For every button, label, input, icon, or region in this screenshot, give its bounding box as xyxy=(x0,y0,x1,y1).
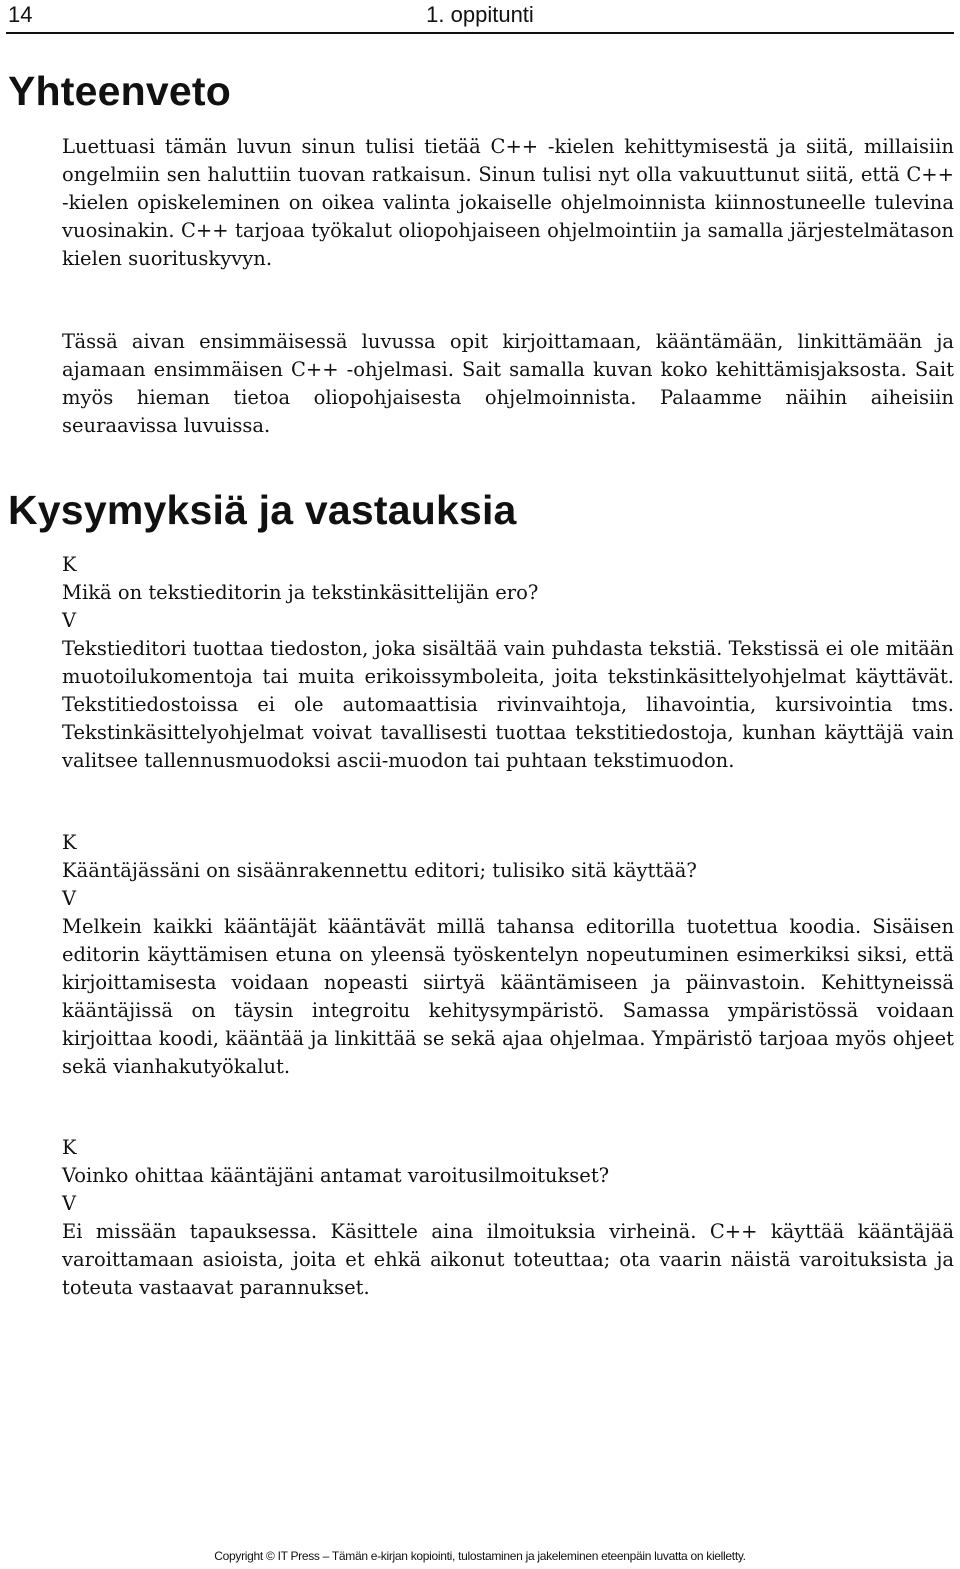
question-text: Kääntäjässäni on sisäänrakennettu editori; tulisiko sitä käyttää? xyxy=(62,859,697,882)
answer-marker: V xyxy=(62,1192,77,1215)
question-marker: K xyxy=(62,1136,77,1159)
answer-marker: V xyxy=(62,887,77,910)
answer-text: Ei missään tapauksessa. Käsittele aina ilmoituksia virheinä. C++ käyttää kääntäjää varoittamaan asioista, joita et ehkä aikonut toteuttaa; ota vaarin näistä varoituksista ja toteuta vastaavat parannukset. xyxy=(62,1220,954,1299)
page-number: 14 xyxy=(8,2,33,27)
question-marker: K xyxy=(62,553,77,576)
copyright-footer: Copyright © IT Press – Tämän e-kirjan kopiointi, tulostaminen ja jakeleminen eteenpäin luvatta on kielletty. xyxy=(214,1549,746,1563)
answer-marker: V xyxy=(62,609,77,632)
summary-heading: Yhteenveto xyxy=(8,68,231,114)
qa-heading: Kysymyksiä ja vastauksia xyxy=(8,487,517,533)
page-header xyxy=(6,0,954,34)
question-text: Mikä on tekstieditorin ja tekstinkäsittelijän ero? xyxy=(62,581,539,604)
answer-text: Melkein kaikki kääntäjät kääntävät millä tahansa editorilla tuotettua koodia. Sisäisen editorin käyttämisen etuna on yleensä työskentelyn nopeutuminen esimerkiksi siksi, että kirjoittamisesta voidaan nopeasti siirtyä kääntämiseen ja päinvastoin. Kehittyneissä kääntäjissä on täysin integroitu kehitysympäristö. Samassa ympäristössä voidaan kirjoittaa koodi, kääntää ja linkittää se sekä ajaa ohjelmaa. Ympäristö tarjoaa myös ohjeet sekä vianhakutyökalut. xyxy=(62,915,954,1078)
question-text: Voinko ohittaa kääntäjäni antamat varoitusilmoitukset? xyxy=(62,1164,610,1187)
question-marker: K xyxy=(62,831,77,854)
answer-text: Tekstieditori tuottaa tiedoston, joka sisältää vain puhdasta tekstiä. Tekstissä ei ole mitään muotoilukomentoja tai muita erikoissymboleita, joita tekstinkäsittelyohjelmat käyttävät. Tekstitiedostoissa ei ole automaattisia rivinvaihtoja, lihavointia, kursivointia tms. Tekstinkäsittelyohjelmat voivat tavallisesti tuottaa tekstitiedostoja, kunhan käyttäjä vain valitsee tallennusmuodoksi ascii-muodon tai puhtaan tekstimuodon. xyxy=(62,637,954,772)
summary-paragraph: Tässä aivan ensimmäisessä luvussa opit kirjoittamaan, kääntämään, linkittämään ja ajamaan ensimmäisen C++ -ohjelmasi. Sait samalla kuvan koko kehittämisjaksosta. Sait myös hieman tietoa oliopohjaisesta ohjelmoinnista. Palaamme näihin aiheisiin seuraavissa luvuissa. xyxy=(62,330,954,437)
summary-paragraph: Luettuasi tämän luvun sinun tulisi tietää C++ -kielen kehittymisestä ja siitä, millaisiin ongelmiin sen haluttiin tuovan ratkaisun. Sinun tulisi nyt olla vakuuttunut siitä, että C++ -kielen opiskeleminen on oikea valinta jokaiselle ohjelmoinnista kiinnostuneelle tulevina vuosinakin. C++ tarjoaa työkalut oliopohjaiseen ohjelmointiin ja samalla järjestelmätason kielen suorituskyvyn. xyxy=(62,135,954,270)
chapter-label: 1. oppitunti xyxy=(426,2,534,27)
